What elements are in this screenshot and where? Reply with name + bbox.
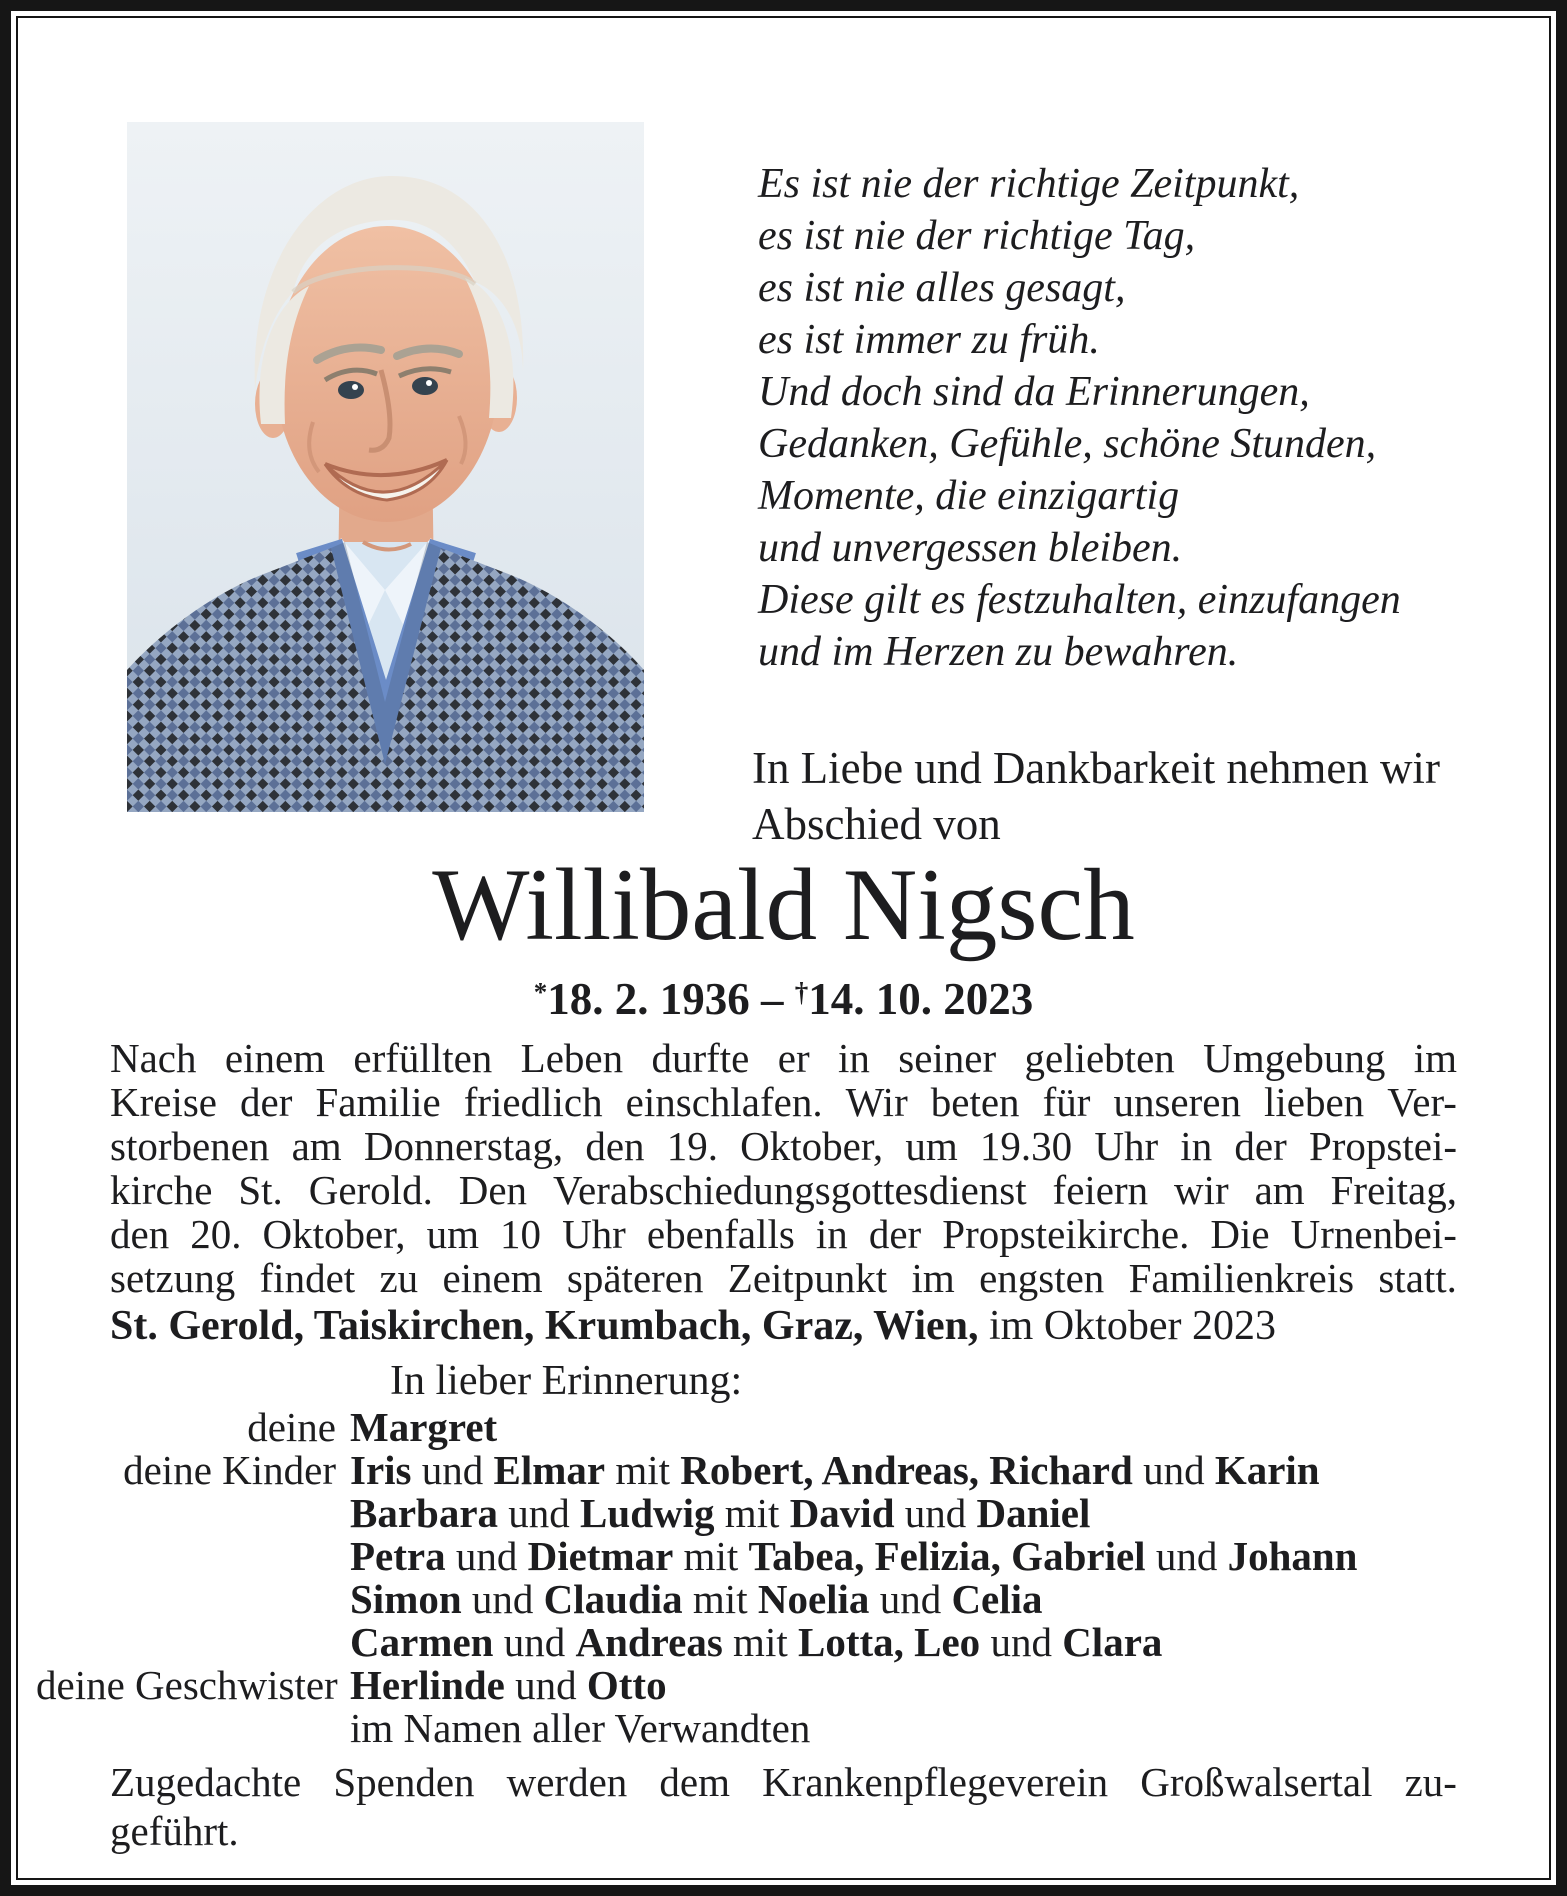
farewell-line: Abschied von bbox=[752, 799, 1001, 849]
donation-note bbox=[110, 1758, 1457, 1856]
family-role-label bbox=[36, 1707, 336, 1750]
family-role-label: deine Kinder bbox=[123, 1447, 336, 1493]
poem-line: Und doch sind da Erinnerungen, bbox=[758, 369, 1310, 415]
portrait-photo bbox=[127, 122, 644, 812]
deceased-name: Willibald Nigsch bbox=[432, 848, 1135, 962]
obituary-line: kirche St. Gerold. Den Verabschiedungsgottesdienst feiern wir am Freitag, bbox=[110, 1167, 1457, 1213]
family-role-label: deine Geschwister bbox=[36, 1662, 338, 1708]
places-date-line: St. Gerold, Taiskirchen, Krumbach, Graz, Wien, im Oktober 2023 bbox=[110, 1303, 1276, 1349]
poem-line: es ist nie der richtige Tag, bbox=[758, 213, 1196, 259]
poem-line: Diese gilt es festzuhalten, einzufangen bbox=[758, 577, 1401, 623]
birth-star-symbol: * bbox=[533, 977, 548, 1008]
family-list bbox=[36, 1406, 1460, 1750]
family-names: im Namen aller Verwandten bbox=[350, 1705, 811, 1751]
family-names: Herlinde und Otto bbox=[350, 1662, 667, 1708]
family-names: Petra und Dietmar mit Tabea, Felizia, Gabriel und Johann bbox=[350, 1533, 1358, 1579]
poem-line: Es ist nie der richtige Zeitpunkt, bbox=[758, 161, 1300, 207]
dates-separator: – bbox=[761, 974, 784, 1024]
family-role-label bbox=[36, 1492, 336, 1535]
family-role-label bbox=[36, 1535, 336, 1578]
poem-line: Gedanken, Gefühle, schöne Stunden, bbox=[758, 421, 1377, 467]
obituary-line: storbenen am Donnerstag, den 19. Oktober, um 19.30 Uhr in der Propstei- bbox=[110, 1123, 1457, 1169]
donation-line: Zugedachte Spenden werden dem Krankenpflegeverein Großwalsertal zu- bbox=[110, 1759, 1457, 1805]
obituary-line: den 20. Oktober, um 10 Uhr ebenfalls in der Propsteikirche. Die Urnenbei- bbox=[110, 1211, 1457, 1257]
remembrance-heading: In lieber Erinnerung: bbox=[390, 1358, 743, 1404]
family-names: Simon und Claudia mit Noelia und Celia bbox=[350, 1576, 1043, 1622]
family-names: Carmen und Andreas mit Lotta, Leo und Clara bbox=[350, 1619, 1163, 1665]
family-names: Margret bbox=[350, 1404, 498, 1450]
birth-date: 18. 2. 1936 bbox=[547, 974, 750, 1024]
donation-line: geführt. bbox=[110, 1808, 239, 1854]
obituary-line: Nach einem erfüllten Leben durfte er in seiner geliebten Umgebung im bbox=[110, 1035, 1457, 1081]
poem-line: Momente, die einzigartig bbox=[758, 473, 1180, 519]
death-date: 14. 10. 2023 bbox=[808, 974, 1034, 1024]
face bbox=[275, 226, 499, 522]
poem-line: es ist immer zu früh. bbox=[758, 317, 1100, 363]
family-names: Iris und Elmar mit Robert, Andreas, Richard und Karin bbox=[350, 1447, 1320, 1493]
farewell-line: In Liebe und Dankbarkeit nehmen wir bbox=[752, 743, 1440, 793]
farewell-text bbox=[752, 740, 1440, 852]
poem-line: und unvergessen bleiben. bbox=[758, 525, 1183, 571]
family-role-label bbox=[36, 1578, 336, 1621]
family-role-label: deine bbox=[247, 1404, 336, 1450]
obituary-text bbox=[110, 1034, 1457, 1301]
poem-line: es ist nie alles gesagt, bbox=[758, 265, 1126, 311]
obituary-line: setzung findet zu einem späteren Zeitpunkt im engsten Familienkreis statt. bbox=[110, 1255, 1457, 1301]
poem-line: und im Herzen zu bewahren. bbox=[758, 629, 1239, 675]
obituary-line: Kreise der Familie friedlich einschlafen. Wir beten für unseren lieben Ver- bbox=[110, 1079, 1457, 1125]
family-role-label bbox=[36, 1621, 336, 1664]
death-cross-symbol: † bbox=[794, 977, 809, 1008]
memorial-poem bbox=[758, 158, 1458, 678]
family-names: Barbara und Ludwig mit David und Daniel bbox=[350, 1490, 1091, 1536]
life-dates bbox=[0, 974, 1567, 1030]
